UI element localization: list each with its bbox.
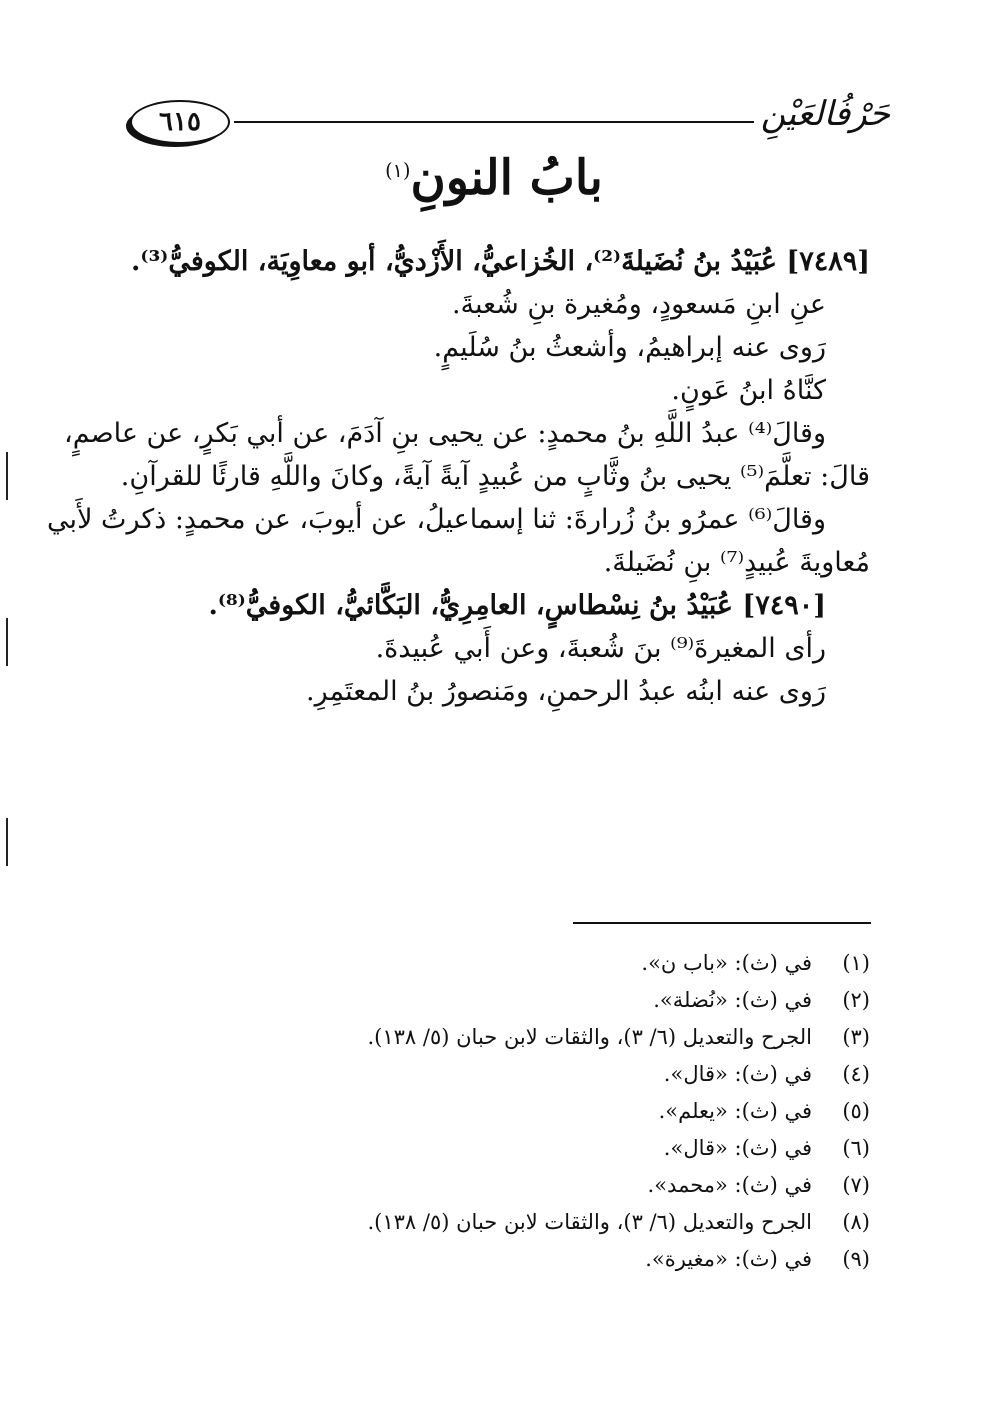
footnote-item: [128, 1056, 870, 1093]
footnote-item: [128, 1130, 870, 1167]
footnote-text: الجرح والتعديل (٦/ ٣)، والثقات لابن حبان (٥/ ١٣٨).: [367, 1025, 812, 1049]
text-line: رَوى عنه إبراهيمُ، وأشعثُ بنُ سُلَيمٍ.: [433, 332, 826, 363]
page-number-badge: ٦١٥: [130, 100, 230, 144]
chapter-title-text: بابُ النونِ: [410, 150, 603, 206]
footnote-number: (٩): [842, 1247, 870, 1271]
footnote-item: [128, 1241, 870, 1278]
margin-mark: [6, 452, 8, 500]
entry-heading: [٧٤٨٩] عُبَيْدُ بنُ نُضَيلةَ⁽²⁾، الخُزاعيُّ، الأَزْديُّ، أبو معاوِيَة، الكوفيُّ⁽³⁾.: [131, 246, 870, 277]
footnote-number: (٦): [842, 1136, 870, 1160]
footnote-item: [128, 982, 870, 1019]
entry-heading: [٧٤٩٠] عُبَيْدُ بنُ نِسْطاسٍ، العامِرِيُّ، البَكَّائيُّ، الكوفيُّ⁽⁸⁾.: [208, 590, 826, 621]
footnote-text: في (ث): «باب ن».: [641, 951, 812, 975]
entry-body: [47, 240, 870, 713]
margin-mark: [6, 618, 8, 666]
footnote-text: في (ث): «قال».: [663, 1062, 812, 1086]
footnote-item: [128, 1093, 870, 1130]
footnote-number: (١): [842, 951, 870, 975]
footnote-item: [128, 945, 870, 982]
header-rule: [234, 121, 754, 123]
footnote-item: [128, 1204, 870, 1241]
footnote-text: في (ث): «محمد».: [647, 1173, 812, 1197]
text-line: وقالَ⁽⁶⁾ عمرُو بنُ زُرارةَ: ثنا إسماعيلُ، عن أيوبَ، عن محمدٍ: ذكرتُ لأَبي: [47, 504, 826, 535]
running-head-title: حَرْفُالعَيْنِ: [760, 94, 890, 134]
footnote-item: [128, 1167, 870, 1204]
text-line: عنِ ابنِ مَسعودٍ، ومُغيرة بنِ شُعبةَ.: [451, 289, 826, 320]
footnote-ref: (١): [385, 159, 411, 182]
footnote-number: (٢): [842, 988, 870, 1012]
footnote-text: في (ث): «نُضلة».: [653, 988, 812, 1012]
footnote-text: في (ث): «يعلم».: [658, 1099, 812, 1123]
text-line: رَوى عنه ابنُه عبدُ الرحمنِ، ومَنصورُ بنُ المعتَمِرِ.: [305, 676, 826, 707]
footnote-text: في (ث): «مغيرة».: [645, 1247, 812, 1271]
text-line: وقالَ⁽⁴⁾ عبدُ اللَّهِ بنُ محمدٍ: عن يحيى بنِ آدَمَ، عن أبي بَكرٍ، عن عاصمٍ،: [64, 418, 826, 449]
footnote-number: (٨): [842, 1210, 870, 1234]
footnote-number: (٤): [842, 1062, 870, 1086]
text-line: كنَّاهُ ابنُ عَونٍ.: [671, 375, 826, 406]
footnote-text: في (ث): «قال».: [663, 1136, 812, 1160]
margin-mark: [6, 818, 8, 866]
running-header: [130, 88, 890, 148]
footnote-text: الجرح والتعديل (٦/ ٣)، والثقات لابن حبان (٥/ ١٣٨).: [367, 1210, 812, 1234]
footnote-separator: [573, 922, 871, 924]
text-line: رأى المغيرةَ⁽⁹⁾ بنَ شُعبةَ، وعن أَبي عُبيدةَ.: [375, 633, 826, 664]
footnote-number: (٧): [842, 1173, 870, 1197]
footnote-number: (٥): [842, 1099, 870, 1123]
footnote-number: (٣): [842, 1025, 870, 1049]
chapter-title: [0, 150, 988, 206]
footnotes: [128, 945, 870, 1278]
text-line: قالَ: تعلَّمَ⁽⁵⁾ يحيى بنُ وثَّابٍ من عُبيدٍ آيةً آيةً، وكانَ واللَّهِ قارئًا للقرآنِ.: [120, 461, 870, 492]
footnote-item: [128, 1019, 870, 1056]
text-line: مُعاويةَ عُبيدٍ⁽⁷⁾ بنِ نُضَيلةَ.: [603, 547, 870, 578]
